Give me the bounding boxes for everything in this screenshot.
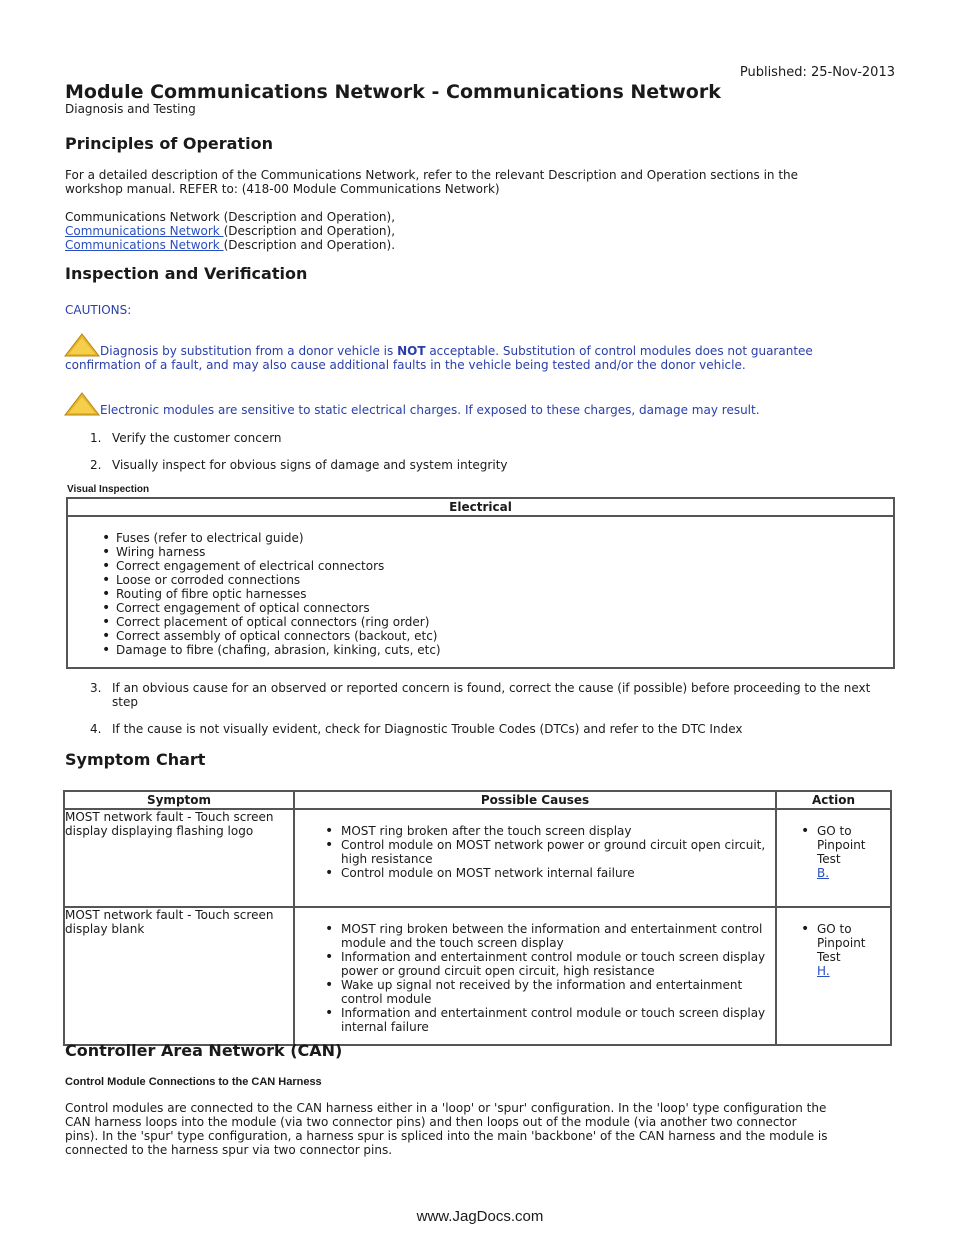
reference-text: (Description and Operation).: [223, 238, 396, 252]
paragraph-line: CAN harness loops into the module (via two connector pins) and then loops out of the module (via another two connector: [65, 1115, 797, 1129]
list-item: • Routing of fibre optic harnesses: [102, 587, 893, 601]
warning-icon: [64, 333, 100, 357]
caution-emphasis: NOT: [397, 344, 426, 358]
list-item: • Damage to fibre (chafing, abrasion, kinking, cuts, etc): [102, 643, 893, 657]
paragraph-line: connected to the harness spur via two connector pins.: [65, 1143, 393, 1157]
list-item: • Information and entertainment control module or touch screen display internal failure: [325, 1006, 775, 1034]
site-watermark: www.JagDocs.com: [416, 1208, 544, 1225]
principles-line: For a detailed description of the Communications Network, refer to the relevant Description and Operation sections in the: [65, 168, 799, 182]
list-item: [801, 922, 890, 978]
visual-inspection-caption: Visual Inspection: [67, 484, 150, 495]
list-item: • Wake up signal not received by the information and entertainment control module: [325, 978, 775, 1006]
column-header: Electrical: [67, 498, 894, 516]
table-row: [64, 907, 891, 1045]
list-item: • MOST ring broken after the touch screen display: [325, 824, 775, 838]
symptom-chart-table: [63, 790, 892, 1046]
list-item: • Loose or corroded connections: [102, 573, 893, 587]
table-row: [64, 809, 891, 907]
step-text: If the cause is not visually evident, check for Diagnostic Trouble Codes (DTCs) and refer to the DTC Index: [112, 722, 743, 736]
symptom-chart-heading: Symptom Chart: [65, 750, 206, 769]
causes-cell: [294, 809, 776, 907]
pinpoint-test-link[interactable]: H.: [817, 964, 830, 978]
page-title: Module Communications Network - Communications Network: [65, 81, 721, 103]
step-item: [90, 681, 872, 709]
list-item: • Information and entertainment control module or touch screen display power or ground circuit open circuit, high resistance: [325, 950, 775, 978]
list-item: • Correct placement of optical connectors (ring order): [102, 615, 893, 629]
caution-text: acceptable. Substitution of control modules does not guarantee: [425, 344, 813, 358]
step-item: [90, 431, 282, 445]
list-item: • MOST ring broken between the information and entertainment control module and the touch screen display: [325, 922, 775, 950]
column-header: Symptom: [64, 791, 294, 809]
list-item: • Correct engagement of electrical connectors: [102, 559, 893, 573]
caution-text: confirmation of a fault, and may also cause additional faults in the vehicle being tested and/or the donor vehicle.: [65, 358, 746, 372]
caution-2: [65, 392, 885, 417]
reference-text: (Description and Operation),: [223, 224, 396, 238]
visual-inspection-table: [66, 497, 895, 669]
caution-text: Diagnosis by substitution from a donor vehicle is: [100, 344, 398, 358]
principles-references: [65, 210, 885, 252]
can-paragraph: [65, 1101, 885, 1157]
can-heading: Controller Area Network (CAN): [65, 1041, 343, 1060]
action-text: GO to Pinpoint Test: [817, 824, 866, 866]
principles-heading: Principles of Operation: [65, 134, 273, 153]
causes-cell: [294, 907, 776, 1045]
step-item: [90, 458, 508, 472]
step-number: 1.: [90, 431, 102, 445]
principles-line: workshop manual. REFER to: (418-00 Module Communications Network): [65, 182, 500, 196]
caution-text: Electronic modules are sensitive to static electrical charges. If exposed to these charges, damage may result.: [100, 403, 760, 417]
principles-paragraph: [65, 168, 885, 196]
reference-text: Communications Network (Description and Operation),: [65, 210, 396, 224]
list-item: • Control module on MOST network power or ground circuit open circuit, high resistance: [325, 838, 775, 866]
warning-icon: [64, 392, 100, 416]
step-number: 3.: [90, 681, 102, 695]
inspection-heading: Inspection and Verification: [65, 264, 308, 283]
published-date: Published: 25-Nov-2013: [739, 65, 895, 80]
table-cell: [67, 516, 894, 668]
visual-inspection-list: [102, 531, 893, 657]
paragraph-line: Control modules are connected to the CAN harness either in a 'loop' or 'spur' configuration. In the 'loop' type configuration the: [65, 1101, 827, 1115]
action-cell: [776, 809, 891, 907]
step-text: Verify the customer concern: [112, 431, 282, 445]
reference-link[interactable]: Communications Network: [65, 238, 224, 252]
action-text: GO to Pinpoint Test: [817, 922, 866, 964]
step-text: Visually inspect for obvious signs of damage and system integrity: [112, 458, 508, 472]
page-subtitle: Diagnosis and Testing: [65, 102, 196, 116]
step-item: [90, 722, 742, 736]
step-number: 4.: [90, 722, 102, 736]
column-header: Possible Causes: [294, 791, 776, 809]
action-cell: [776, 907, 891, 1045]
step-number: 2.: [90, 458, 102, 472]
pinpoint-test-link[interactable]: B.: [817, 866, 830, 880]
list-item: • Wiring harness: [102, 545, 893, 559]
caution-1: [65, 333, 885, 372]
step-text: If an obvious cause for an observed or reported concern is found, correct the cause (if possible) before proceeding to the next step: [112, 681, 871, 709]
list-item: • Correct engagement of optical connectors: [102, 601, 893, 615]
paragraph-line: pins). In the 'spur' type configuration, a harness spur is spliced into the main 'backbone' of the CAN harness and the module is: [65, 1129, 828, 1143]
cautions-label: CAUTIONS:: [65, 303, 132, 317]
reference-link[interactable]: Communications Network: [65, 224, 224, 238]
list-item: • Correct assembly of optical connectors (backout, etc): [102, 629, 893, 643]
symptom-cell: MOST network fault - Touch screen display displaying flashing logo: [64, 809, 294, 907]
can-subheading: Control Module Connections to the CAN Harness: [65, 1076, 322, 1088]
column-header: Action: [776, 791, 891, 809]
list-item: • Control module on MOST network internal failure: [325, 866, 775, 880]
list-item: • Fuses (refer to electrical guide): [102, 531, 893, 545]
symptom-cell: MOST network fault - Touch screen display blank: [64, 907, 294, 1045]
list-item: [801, 824, 890, 880]
